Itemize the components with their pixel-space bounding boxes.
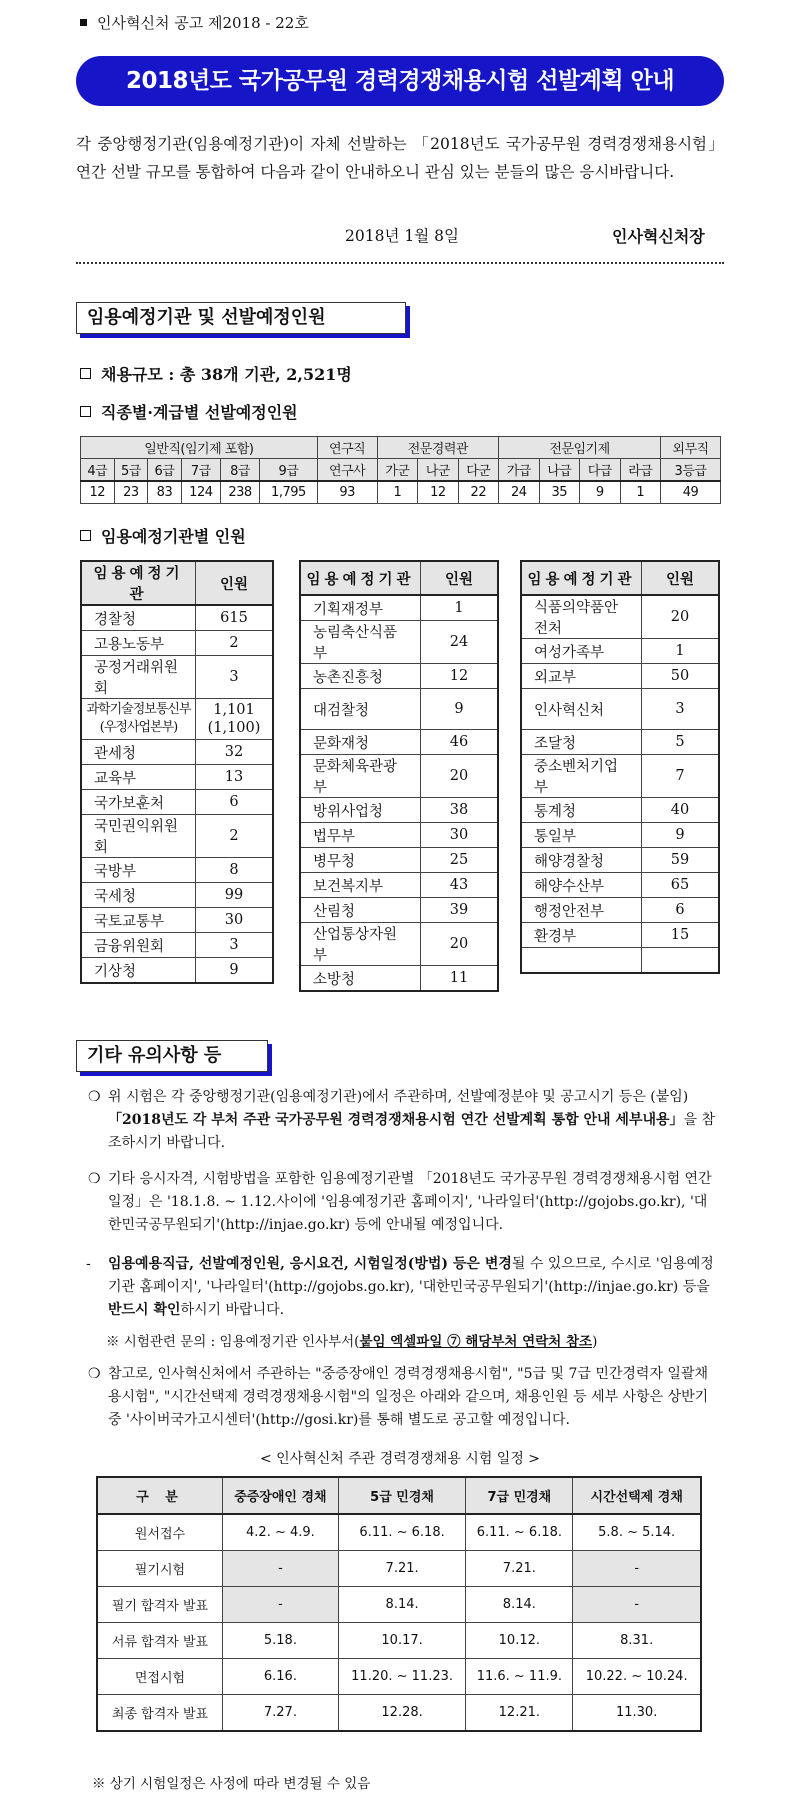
agency-row bbox=[521, 639, 719, 664]
agency-row bbox=[521, 873, 719, 898]
agency-count-main: 1,101 bbox=[213, 702, 255, 718]
agency-row bbox=[300, 755, 498, 798]
schedule-cell: 8.14. bbox=[338, 1587, 466, 1623]
schedule-cell: - bbox=[573, 1587, 701, 1623]
checkbox-bullet-icon bbox=[80, 530, 91, 541]
grade-count: 22 bbox=[458, 481, 498, 504]
agency-name: 문화재청 bbox=[300, 730, 421, 755]
group-header: 외무직 bbox=[661, 437, 721, 459]
group-header: 일반직(임기제 포함) bbox=[81, 437, 318, 459]
grade-header: 7급 bbox=[181, 459, 220, 482]
agency-count: 59 bbox=[642, 848, 720, 873]
agency-count: 24 bbox=[421, 621, 499, 664]
schedule-row bbox=[97, 1659, 701, 1695]
grade-header: 다군 bbox=[458, 459, 498, 482]
grade-header: 연구사 bbox=[317, 459, 377, 482]
schedule-row bbox=[97, 1695, 701, 1732]
agency-header-count: 인원 bbox=[642, 561, 720, 595]
dash-bullet: - bbox=[86, 1256, 91, 1272]
agency-count: 12 bbox=[421, 664, 499, 689]
agency-row bbox=[521, 730, 719, 755]
agency-name: 식품의약품안전처 bbox=[521, 595, 642, 639]
agency-name: 보건복지부 bbox=[300, 873, 421, 898]
agency-name-main: 과학기술정보통신부 bbox=[86, 702, 191, 717]
grade-count: 83 bbox=[148, 481, 182, 504]
schedule-header-cell: 중증장애인 경채 bbox=[223, 1477, 339, 1514]
agency-name: 통일부 bbox=[521, 823, 642, 848]
agency-count: 5 bbox=[642, 730, 720, 755]
agency-count: 9 bbox=[421, 689, 499, 730]
agency-row bbox=[81, 765, 273, 790]
grade-count: 23 bbox=[114, 481, 148, 504]
agency-name: 해양수산부 bbox=[521, 873, 642, 898]
agency-count: 8 bbox=[196, 858, 274, 883]
agency-row bbox=[300, 898, 498, 923]
agency-row bbox=[300, 873, 498, 898]
intro-paragraph: 각 중앙행정기관(임용예정기관)이 자체 선발하는 「2018년도 국가공무원 경력경쟁채용시험」 연간 선발 규모를 통합하여 다음과 같이 안내하오니 관심 있는 분들의 많은 응시바랍니다. bbox=[76, 135, 724, 181]
agency-row bbox=[81, 815, 273, 858]
schedule-cell: 11.6. ~ 11.9. bbox=[466, 1659, 573, 1695]
agency-count: 2 bbox=[196, 815, 274, 858]
agency-name: 국세청 bbox=[81, 883, 196, 908]
agency-name: 국토교통부 bbox=[81, 908, 196, 933]
agency-row bbox=[81, 656, 273, 699]
agency-name: 국가보훈처 bbox=[81, 790, 196, 815]
agency-name: 공정거래위원회 bbox=[81, 656, 196, 699]
agency-table-3 bbox=[520, 560, 720, 974]
agency-count: 20 bbox=[421, 923, 499, 966]
agency-count: 615 bbox=[196, 605, 274, 631]
grade-header: 5급 bbox=[114, 459, 148, 482]
agency-row bbox=[81, 883, 273, 908]
notice-number: 인사혁신처 공고 제2018 - 22호 bbox=[80, 12, 309, 33]
schedule-cell: - bbox=[223, 1551, 339, 1587]
grade-heading: 직종별·계급별 선발예정인원 bbox=[80, 400, 298, 423]
note-paragraph-3: - 임용예용직급, 선발예정인원, 응시요건, 시험일정(방법) 등은 변경될 수 있으므로, 수시로 '임용예정기관 홈페이지', '나라일터'(http://gojobs.go.kr), '대한민국공무원되기'(http://injae.go.kr) 등을 반드시 확인하시기 바랍니다. bbox=[108, 1253, 718, 1322]
agency-count: 30 bbox=[196, 908, 274, 933]
grade-count: 9 bbox=[580, 481, 620, 504]
schedule-row bbox=[97, 1587, 701, 1623]
schedule-table bbox=[96, 1476, 702, 1732]
schedule-header-cell: 구 분 bbox=[97, 1477, 223, 1514]
grade-count: 12 bbox=[418, 481, 458, 504]
agency-row bbox=[521, 848, 719, 873]
schedule-row-label: 필기시험 bbox=[97, 1551, 223, 1587]
grade-count: 49 bbox=[661, 481, 721, 504]
agency-row bbox=[81, 740, 273, 765]
agency-row bbox=[81, 790, 273, 815]
agency-name: 경찰청 bbox=[81, 605, 196, 631]
group-header: 전문경력관 bbox=[377, 437, 498, 459]
agency-row bbox=[521, 948, 719, 974]
schedule-cell: 12.28. bbox=[338, 1695, 466, 1732]
schedule-row-label: 원서접수 bbox=[97, 1514, 223, 1551]
agency-count: 39 bbox=[421, 898, 499, 923]
schedule-row-label: 필기 합격자 발표 bbox=[97, 1587, 223, 1623]
agency-name: 중소벤처기업부 bbox=[521, 755, 642, 798]
agency-name: 기상청 bbox=[81, 958, 196, 984]
agency-count: 9 bbox=[642, 823, 720, 848]
note-paragraph-4: ❍ 참고로, 인사혁신처에서 주관하는 "중증장애인 경력경쟁채용시험", "5급 및 7급 민간경력자 일괄채용시험", "시간선택제 경력경쟁채용시험"의 일정은 아래와 같으며, 채용인원 등 세부 사항은 상반기 중 '사이버국가고시센터'(http://gosi.kr)를 통해 별도로 공고할 예정입니다. bbox=[108, 1363, 718, 1432]
schedule-cell: 10.17. bbox=[338, 1623, 466, 1659]
schedule-cell: - bbox=[573, 1551, 701, 1587]
schedule-cell: 4.2. ~ 4.9. bbox=[223, 1514, 339, 1551]
schedule-cell: 6.11. ~ 6.18. bbox=[338, 1514, 466, 1551]
agency-name: 국방부 bbox=[81, 858, 196, 883]
agency-row bbox=[300, 823, 498, 848]
agency-count: 25 bbox=[421, 848, 499, 873]
signer: 인사혁신처장 bbox=[612, 227, 705, 246]
grade-count: 124 bbox=[181, 481, 220, 504]
agency-name: 기획재정부 bbox=[300, 595, 421, 621]
checkbox-bullet-icon bbox=[80, 368, 91, 379]
agency-row bbox=[521, 923, 719, 948]
agency-row bbox=[300, 966, 498, 992]
agency-row bbox=[81, 858, 273, 883]
schedule-cell: 12.21. bbox=[466, 1695, 573, 1732]
agency-name: 금융위원회 bbox=[81, 933, 196, 958]
agency-count: 11 bbox=[421, 966, 499, 992]
schedule-row-label: 면접시험 bbox=[97, 1659, 223, 1695]
schedule-cell: 7.27. bbox=[223, 1695, 339, 1732]
agency-count: 20 bbox=[421, 755, 499, 798]
agency-name: 인사혁신처 bbox=[521, 689, 642, 730]
agency-name: 산림청 bbox=[300, 898, 421, 923]
agency-row bbox=[81, 933, 273, 958]
agency-header-name: 임용예정기관 bbox=[521, 561, 642, 595]
agency-name: 고용노동부 bbox=[81, 631, 196, 656]
schedule-caption: < 인사혁신처 주관 경력경쟁채용 시험 일정 > bbox=[259, 1451, 541, 1467]
agency-count: 3 bbox=[196, 656, 274, 699]
agency-name: 산업통상자원부 bbox=[300, 923, 421, 966]
grade-count: 93 bbox=[317, 481, 377, 504]
grade-header: 3등급 bbox=[661, 459, 721, 482]
group-header: 연구직 bbox=[317, 437, 377, 459]
agency-name: 통계청 bbox=[521, 798, 642, 823]
agency-name: 농촌진흥청 bbox=[300, 664, 421, 689]
agency-count: 32 bbox=[196, 740, 274, 765]
agency-count: 13 bbox=[196, 765, 274, 790]
dotted-divider bbox=[76, 262, 724, 264]
schedule-header-cell: 시간선택제 경채 bbox=[573, 1477, 701, 1514]
agency-count bbox=[196, 699, 274, 740]
square-bullet-icon bbox=[80, 19, 87, 26]
schedule-cell: 5.18. bbox=[223, 1623, 339, 1659]
grade-header: 8급 bbox=[220, 459, 259, 482]
agency-count: 15 bbox=[642, 923, 720, 948]
grade-header: 나급 bbox=[539, 459, 579, 482]
agency-count-sub: (1,100) bbox=[207, 720, 261, 736]
note-paragraph-2: ❍ 기타 응시자격, 시험방법을 포함한 임용예정기관별 「2018년도 국가공무원 경력경쟁채용시험 연간 일정」은 '18.1.8. ~ 1.12.사이에 '임용예정기관 홈페이지', '나라일터'(http://gojobs.go.kr), '대한민국공무원되기'(http://injae.go.kr) 등에 안내될 예정입니다. bbox=[108, 1168, 718, 1237]
agency-count: 6 bbox=[642, 898, 720, 923]
agency-count bbox=[642, 948, 720, 974]
circle-bullet-icon: ❍ bbox=[88, 1171, 101, 1187]
agency-name: 환경부 bbox=[521, 923, 642, 948]
agency-row bbox=[81, 958, 273, 984]
agency-row bbox=[81, 699, 273, 740]
section-heading-agencies: 임용예정기관 및 선발예정인원 bbox=[76, 302, 406, 334]
agency-row bbox=[521, 898, 719, 923]
agency-name bbox=[521, 948, 642, 974]
agency-row bbox=[300, 689, 498, 730]
circle-bullet-icon: ❍ bbox=[88, 1366, 101, 1382]
agency-header-name: 임용예정기관 bbox=[300, 561, 421, 595]
checkbox-bullet-icon bbox=[80, 406, 91, 417]
grade-count: 238 bbox=[220, 481, 259, 504]
grade-count: 1 bbox=[620, 481, 660, 504]
agency-name: 관세청 bbox=[81, 740, 196, 765]
grade-header: 가급 bbox=[499, 459, 539, 482]
agency-name: 농림축산식품부 bbox=[300, 621, 421, 664]
schedule-header-cell: 5급 민경채 bbox=[338, 1477, 466, 1514]
agency-name: 외교부 bbox=[521, 664, 642, 689]
agency-name: 교육부 bbox=[81, 765, 196, 790]
agency-count: 30 bbox=[421, 823, 499, 848]
agency-row bbox=[521, 689, 719, 730]
agency-count: 1 bbox=[421, 595, 499, 621]
agency-row bbox=[521, 595, 719, 639]
grade-header: 4급 bbox=[81, 459, 115, 482]
agency-name: 대검찰청 bbox=[300, 689, 421, 730]
schedule-cell: 10.12. bbox=[466, 1623, 573, 1659]
grade-count: 1,795 bbox=[260, 481, 318, 504]
page-title: 2018년도 국가공무원 경력경쟁채용시험 선발계획 안내 bbox=[76, 56, 724, 106]
circle-bullet-icon: ❍ bbox=[88, 1089, 101, 1105]
grade-count: 35 bbox=[539, 481, 579, 504]
agency-table-2 bbox=[299, 560, 499, 992]
agency-count: 1 bbox=[642, 639, 720, 664]
agency-name: 병무청 bbox=[300, 848, 421, 873]
agency-header-row bbox=[300, 561, 498, 595]
agency-row bbox=[300, 798, 498, 823]
schedule-row bbox=[97, 1551, 701, 1587]
grade-count: 12 bbox=[81, 481, 115, 504]
agency-row bbox=[300, 595, 498, 621]
grade-header: 9급 bbox=[260, 459, 318, 482]
agency-count: 65 bbox=[642, 873, 720, 898]
agency-count: 6 bbox=[196, 790, 274, 815]
grade-header: 다급 bbox=[580, 459, 620, 482]
agency-row bbox=[300, 923, 498, 966]
agency-count: 9 bbox=[196, 958, 274, 984]
schedule-cell: 6.16. bbox=[223, 1659, 339, 1695]
agency-name: 문화체육관광부 bbox=[300, 755, 421, 798]
schedule-cell: 5.8. ~ 5.14. bbox=[573, 1514, 701, 1551]
agency-row bbox=[521, 755, 719, 798]
schedule-cell: 6.11. ~ 6.18. bbox=[466, 1514, 573, 1551]
grade-header: 나군 bbox=[418, 459, 458, 482]
agency-row bbox=[300, 848, 498, 873]
schedule-cell: 10.22. ~ 10.24. bbox=[573, 1659, 701, 1695]
schedule-note: ※ 상기 시험일정은 사정에 따라 변경될 수 있음 bbox=[92, 1776, 371, 1792]
agency-name: 법무부 bbox=[300, 823, 421, 848]
schedule-cell: 7.21. bbox=[338, 1551, 466, 1587]
agency-table-1 bbox=[80, 560, 274, 984]
agency-row bbox=[300, 664, 498, 689]
grade-header: 라급 bbox=[620, 459, 660, 482]
schedule-cell: 11.20. ~ 11.23. bbox=[338, 1659, 466, 1695]
notice-date: 2018년 1월 8일 bbox=[345, 227, 459, 245]
agency-count: 3 bbox=[642, 689, 720, 730]
agency-row bbox=[81, 631, 273, 656]
agency-count: 2 bbox=[196, 631, 274, 656]
agency-name: 해양경찰청 bbox=[521, 848, 642, 873]
agency-name: 여성가족부 bbox=[521, 639, 642, 664]
agency-row bbox=[521, 798, 719, 823]
group-header: 전문임기제 bbox=[499, 437, 661, 459]
schedule-row bbox=[97, 1514, 701, 1551]
agency-heading: 임용예정기관별 인원 bbox=[80, 524, 246, 547]
agency-row bbox=[300, 730, 498, 755]
schedule-row-label: 최종 합격자 발표 bbox=[97, 1695, 223, 1732]
schedule-cell: 11.30. bbox=[573, 1695, 701, 1732]
agency-name: 행정안전부 bbox=[521, 898, 642, 923]
agency-header-count: 인원 bbox=[196, 561, 274, 605]
agency-count: 20 bbox=[642, 595, 720, 639]
agency-name-sub: (우정사업본부) bbox=[99, 720, 178, 735]
schedule-cell: 7.21. bbox=[466, 1551, 573, 1587]
schedule-row-label: 서류 합격자 발표 bbox=[97, 1623, 223, 1659]
section-heading-notes: 기타 유의사항 등 bbox=[76, 1040, 268, 1072]
inquiry-note: ※ 시험관련 문의 : 임용예정기관 인사부서(붙임 엑셀파일 ⑦ 해당부처 연락처 참조) bbox=[106, 1334, 598, 1350]
agency-count: 99 bbox=[196, 883, 274, 908]
agency-name: 방위사업청 bbox=[300, 798, 421, 823]
agency-row bbox=[521, 664, 719, 689]
agency-count: 43 bbox=[421, 873, 499, 898]
agency-name: 조달청 bbox=[521, 730, 642, 755]
grade-count: 1 bbox=[377, 481, 417, 504]
agency-count: 3 bbox=[196, 933, 274, 958]
agency-row bbox=[521, 823, 719, 848]
agency-name: 소방청 bbox=[300, 966, 421, 992]
agency-row bbox=[300, 621, 498, 664]
agency-name bbox=[81, 699, 196, 740]
agency-count: 40 bbox=[642, 798, 720, 823]
agency-row bbox=[81, 605, 273, 631]
agency-header-count: 인원 bbox=[421, 561, 499, 595]
agency-name: 국민권익위원회 bbox=[81, 815, 196, 858]
agency-count: 50 bbox=[642, 664, 720, 689]
schedule-header-cell: 7급 민경채 bbox=[466, 1477, 573, 1514]
grade-header: 6급 bbox=[148, 459, 182, 482]
agency-header-row bbox=[81, 561, 273, 605]
schedule-cell: - bbox=[223, 1587, 339, 1623]
schedule-cell: 8.14. bbox=[466, 1587, 573, 1623]
grade-count: 24 bbox=[499, 481, 539, 504]
agency-header-name: 임용예정기관 bbox=[81, 561, 196, 605]
agency-count: 7 bbox=[642, 755, 720, 798]
schedule-row bbox=[97, 1623, 701, 1659]
note-paragraph-1: ❍ 위 시험은 각 중앙행정기관(임용예정기관)에서 주관하며, 선발예정분야 및 공고시기 등은 (붙임) 「2018년도 각 부처 주관 국가공무원 경력경쟁채용시험 연간 선발계획 통합 안내 세부내용」을 참조하시기 바랍니다. bbox=[108, 1086, 718, 1155]
grade-table bbox=[80, 436, 721, 504]
agency-count: 46 bbox=[421, 730, 499, 755]
grade-header: 가군 bbox=[377, 459, 417, 482]
agency-header-row bbox=[521, 561, 719, 595]
agency-count: 38 bbox=[421, 798, 499, 823]
schedule-cell: 8.31. bbox=[573, 1623, 701, 1659]
scale-item: 채용규모 : 총 38개 기관, 2,521명 bbox=[80, 362, 352, 385]
agency-row bbox=[81, 908, 273, 933]
